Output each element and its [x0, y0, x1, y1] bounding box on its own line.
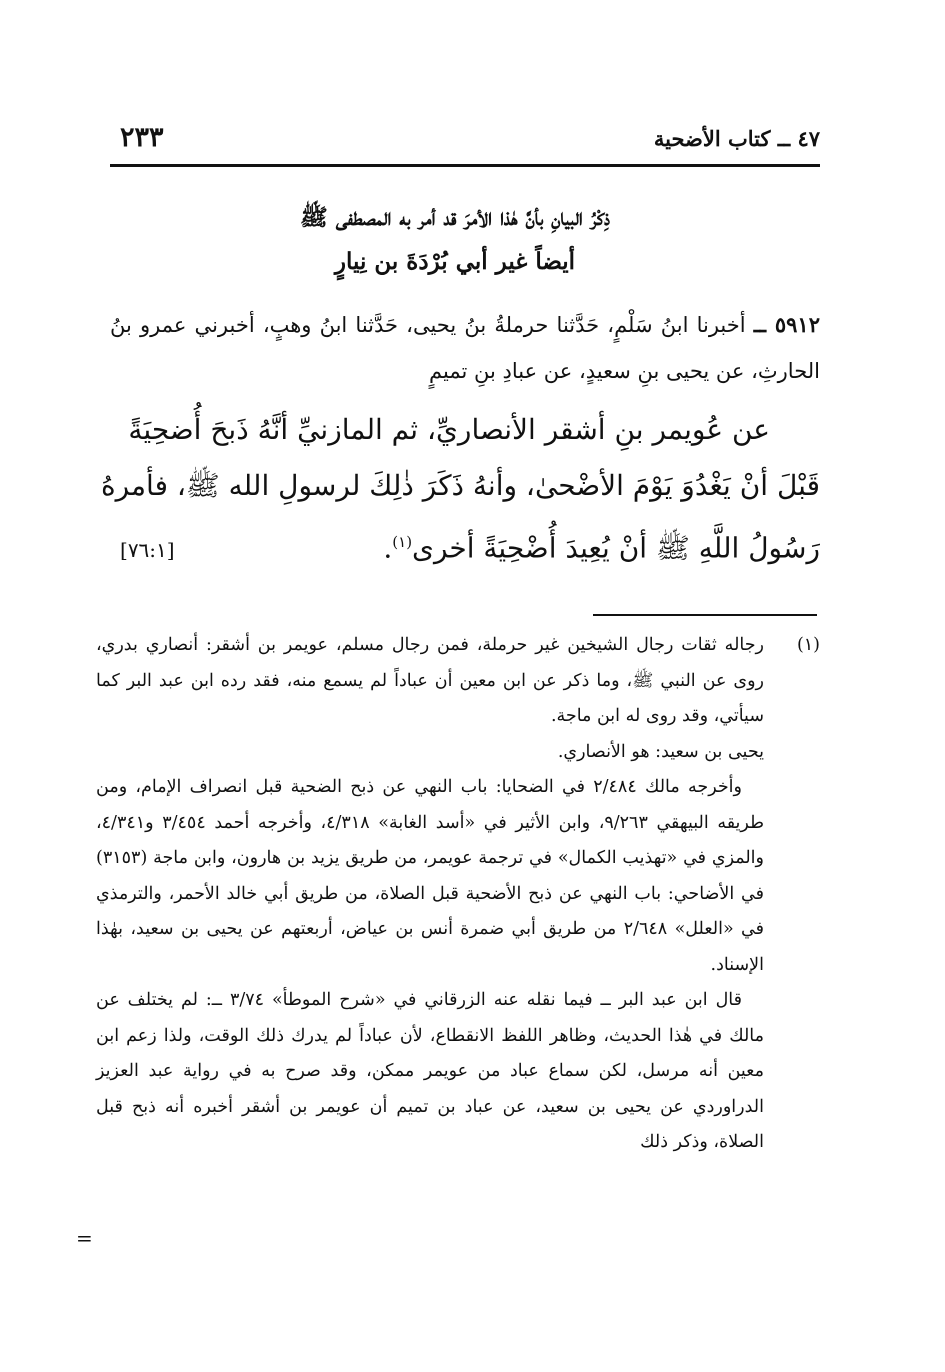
footnote-body	[96, 628, 764, 1161]
hadith-number: ٥٩١٢ ــ	[753, 312, 820, 337]
page-number: ٢٣٣	[120, 122, 164, 153]
header-divider	[110, 164, 820, 167]
footnote-marker: (١)	[392, 533, 413, 551]
matn-line: عن عُويمر بنِ أشقر الأنصاريِّ، ثم المازنيِّ أنَّهُ ذَبحَ أُضحِيَةً	[128, 413, 770, 446]
footnote-paragraph: رجاله ثقات رجال الشيخين غير حرملة، فمن رجال مسلم، عويمر بن أشقر: أنصاري بدري، روى عن النبي ﷺ، وما ذكر عن ابن معين أن عباداً لم يسمع منه، فقد رده ابن عبد البر كما سيأتي، وقد روى له ابن ماجة.	[96, 635, 764, 726]
heading-line-2: أيضاً غير أبي بُرْدَةَ بن نِيارٍ	[334, 248, 576, 275]
running-header	[110, 120, 820, 164]
footnotes	[96, 628, 820, 1161]
footnote-paragraph: قال ابن عبد البر ــ فيما نقله عنه الزرقاني في «شرح الموطأ» ٣/٧٤ ــ: لم يختلف عن مالك في هٰذا الحديث، وظاهر اللفظ الانقطاع، لأن عباداً لم يدرك ذلك الوقت، ولذا زعم ابن معين أنه مرسل، لكن سماع عباد من عويمر ممكن، وقد صرح به في رواية عبد العزيز الدراوردي عن يحيى بن سعيد، عن عباد بن تميم أن عويمر بن أشقر أخبره أنه ذبح قبل الصلاة، وذكر ذلك	[96, 990, 764, 1152]
isnad-text: أخبرنا ابنُ سَلْمٍ، حَدَّثنا حرملةُ بنُ يحيى، حَدَّثنا ابنُ وهبٍ، أخبرني عمرو بنُ الحارثِ، عن يحيى بنِ سعيدٍ، عن عبادِ بنِ تميمٍ	[110, 313, 820, 383]
hadith-matn	[100, 402, 820, 570]
hadith-isnad	[110, 302, 820, 394]
continuation-mark: =	[76, 1226, 93, 1250]
footnote-paragraph: يحيى بن سعيد: هو الأنصاري.	[557, 741, 764, 762]
footnote-number: (١)	[796, 635, 820, 655]
source-reference: [٧٦:١]	[120, 538, 175, 562]
section-heading	[150, 196, 760, 284]
matn-text: رَسُولُ اللَّهِ ﷺ أنْ يُعِيدَ أُضْحِيَةً أخرى	[412, 531, 820, 565]
chapter-title: ٤٧ ــ كتاب الأضحية	[653, 126, 820, 151]
footnote-paragraph: وأخرجه مالك ٢/٤٨٤ في الضحايا: باب النهي عن ذبح الضحية قبل انصراف الإمام، ومن طريقه البيهقي ٩/٢٦٣، وابن الأثير في «أسد الغابة» ٤/٣١٨، وأخرجه أحمد ٣/٤٥٤ و٤/٣٤١، والمزي في «تهذيب الكمال» في ترجمة عويمر، من طريق يزيد بن هارون، وابن ماجة (٣١٥٣) في الأضاحي: باب النهي عن ذبح الأضحية قبل الصلاة، من طريق أبي خالد الأحمر، والترمذي في «العلل» ٢/٦٤٨ من طريق أبي ضمرة أنس بن عياض، أربعتهم عن يحيى بن سعيد، بهٰذا الإسناد.	[96, 777, 765, 975]
heading-line-1: ذِكْرُ البيانِ بأنَّ هٰذا الأمرَ قد أمر به المصطفى ﷺ	[300, 204, 610, 231]
matn-line: قَبْلَ أنْ يَغْدُوَ يَوْمَ الأضْحىٰ، وأنهُ ذَكَرَ ذٰلِكَ لرسولِ الله ﷺ، فأمرهُ	[100, 469, 820, 502]
footnote-divider	[593, 614, 817, 616]
end-mark: .	[383, 531, 393, 565]
matn-line-last	[110, 514, 820, 570]
